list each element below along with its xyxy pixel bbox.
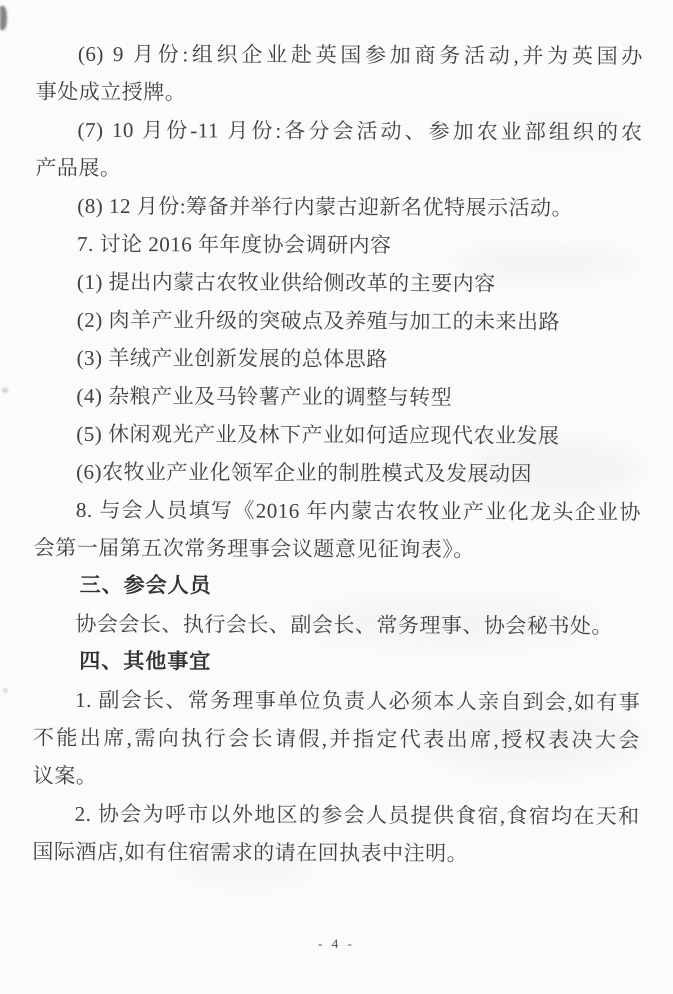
scan-artifact <box>3 688 8 693</box>
doc-paragraph <box>32 795 639 874</box>
text-line: (4) 杂粮产业及马铃薯产业的调整与转型 <box>76 383 453 410</box>
text-line: (8) 12 月份:筹备并举行内蒙古迎新名优特展示活动。 <box>77 193 574 221</box>
doc-paragraph <box>34 377 641 418</box>
text-line: 不能出席,需向执行会长请假,并指定代表出席,授权表决大会 <box>32 725 640 753</box>
text-line: (5) 休闲观光产业及林下产业如何适应现代农业发展 <box>76 421 560 448</box>
scan-artifact <box>2 388 8 393</box>
page-number: - 4 - <box>318 936 355 951</box>
doc-paragraph <box>34 491 641 570</box>
doc-paragraph <box>36 35 643 114</box>
text-line: (2) 肉羊产业升级的突破点及养殖与加工的未来出路 <box>76 307 561 334</box>
doc-paragraph <box>35 187 642 228</box>
doc-paragraph <box>33 681 640 798</box>
text-line: 议案。 <box>32 763 98 788</box>
text-line: (1) 提出内蒙古农牧业供给侧改革的主要内容 <box>76 269 496 296</box>
heading-text: 四、其他事宜 <box>79 649 212 674</box>
section-heading-participants <box>34 567 641 608</box>
text-line: 8. 与会人员填写《2016 年内蒙古农牧业产业化龙头企业协 <box>75 497 641 525</box>
doc-paragraph <box>35 111 642 190</box>
text-line: 1. 副会长、常务理事单位负责人必须本人亲自到会,如有事 <box>75 687 641 715</box>
text-line: (3) 羊绒产业创新发展的总体思路 <box>76 345 388 372</box>
doc-paragraph <box>35 225 642 266</box>
doc-paragraph <box>35 339 642 380</box>
doc-paragraph <box>34 415 641 456</box>
text-line: 协会会长、执行会长、副会长、常务理事、协会秘书处。 <box>75 611 613 639</box>
text-line: 事处成立授牌。 <box>35 79 187 105</box>
doc-paragraph <box>35 263 642 304</box>
text-line: 会第一届第五次常务理事会议题意见征询表》。 <box>33 535 475 562</box>
text-line: 产品展。 <box>35 155 122 181</box>
text-line: (6)农牧业产业化领军企业的制胜模式及发展动因 <box>76 459 533 486</box>
doc-paragraph <box>35 301 642 342</box>
text-line: 7. 讨论 2016 年年度协会调研内容 <box>77 231 392 258</box>
doc-paragraph <box>33 605 640 646</box>
text-line: 国际酒店,如有住宿需求的请在回执表中注明。 <box>32 839 469 866</box>
document-body <box>32 35 643 874</box>
doc-paragraph <box>34 453 641 494</box>
text-line: (6) 9 月份:组织企业赴英国参加商务活动,并为英国办 <box>77 41 643 69</box>
text-line: 2. 协会为呼市以外地区的参会人员提供食宿,食宿均在天和 <box>74 801 640 829</box>
heading-text: 三、参会人员 <box>79 573 212 598</box>
scan-edge-mark <box>0 6 7 30</box>
text-line: (7) 10 月份-11 月份:各分会活动、参加农业部组织的农 <box>77 117 643 145</box>
section-heading-other-matters <box>33 643 640 684</box>
